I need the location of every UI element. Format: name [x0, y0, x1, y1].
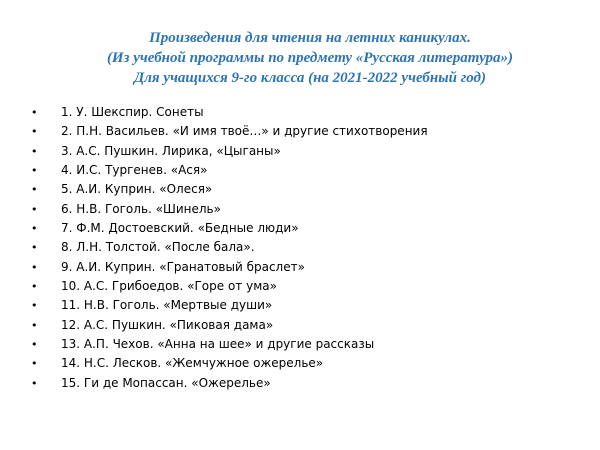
- list-item-text: 8. Л.Н. Толстой. «После бала».: [61, 240, 255, 255]
- list-item-text: 12. А.С. Пушкин. «Пиковая дама»: [61, 317, 274, 332]
- slide-title: [40, 28, 580, 88]
- bullet-icon: •: [31, 163, 38, 177]
- bullet-icon: •: [31, 183, 38, 197]
- title-line-2: (Из учебной программы по предмету «Русская литература»): [106, 50, 514, 66]
- bullet-icon: •: [31, 279, 38, 293]
- bullet-icon: •: [31, 337, 38, 351]
- list-item-text: 11. Н.В. Гоголь. «Мертвые души»: [61, 298, 273, 313]
- bullet-icon: •: [31, 106, 38, 119]
- bullet-icon: •: [31, 357, 38, 371]
- bullet-icon: •: [31, 241, 38, 255]
- list-item-text: 2. П.Н. Васильев. «И имя твоё…» и другие стихотворения: [61, 124, 428, 139]
- bullet-icon: •: [31, 202, 38, 216]
- bullet-icon: •: [31, 221, 38, 235]
- bullet-icon: •: [31, 125, 38, 139]
- list-item-text: 9. А.И. Куприн. «Гранатовый браслет»: [61, 259, 305, 274]
- list-item-text: 7. Ф.М. Достоевский. «Бедные люди»: [61, 220, 299, 235]
- list-item-text: 5. А.И. Куприн. «Олеся»: [61, 182, 213, 197]
- bullet-icon: •: [31, 144, 38, 158]
- list-item-text: 1. У. Шекспир. Сонеты: [61, 105, 204, 119]
- list-item-text: 14. Н.С. Лесков. «Жемчужное ожерелье»: [61, 356, 324, 371]
- list-item-text: 15. Ги де Мопассан. «Ожерелье»: [61, 375, 271, 390]
- list-item-text: 4. И.С. Тургенев. «Ася»: [61, 162, 208, 177]
- list-item-text: 10. А.С. Грибоедов. «Горе от ума»: [61, 278, 277, 293]
- bullet-icon: •: [31, 318, 38, 332]
- title-line-3: Для учащихся 9-го класса (на 2021-2022 учебный год): [133, 70, 486, 86]
- bullet-icon: •: [31, 376, 38, 390]
- list-item-text: 13. А.П. Чехов. «Анна на шее» и другие рассказы: [61, 336, 375, 351]
- title-line-1: Произведения для чтения на летних каникулах.: [149, 30, 471, 46]
- list-item-text: 3. А.С. Пушкин. Лирика, «Цыганы»: [61, 143, 281, 158]
- bullet-icon: •: [31, 260, 38, 274]
- list-item-text: 6. Н.В. Гоголь. «Шинель»: [61, 201, 221, 216]
- bullet-icon: •: [31, 299, 38, 313]
